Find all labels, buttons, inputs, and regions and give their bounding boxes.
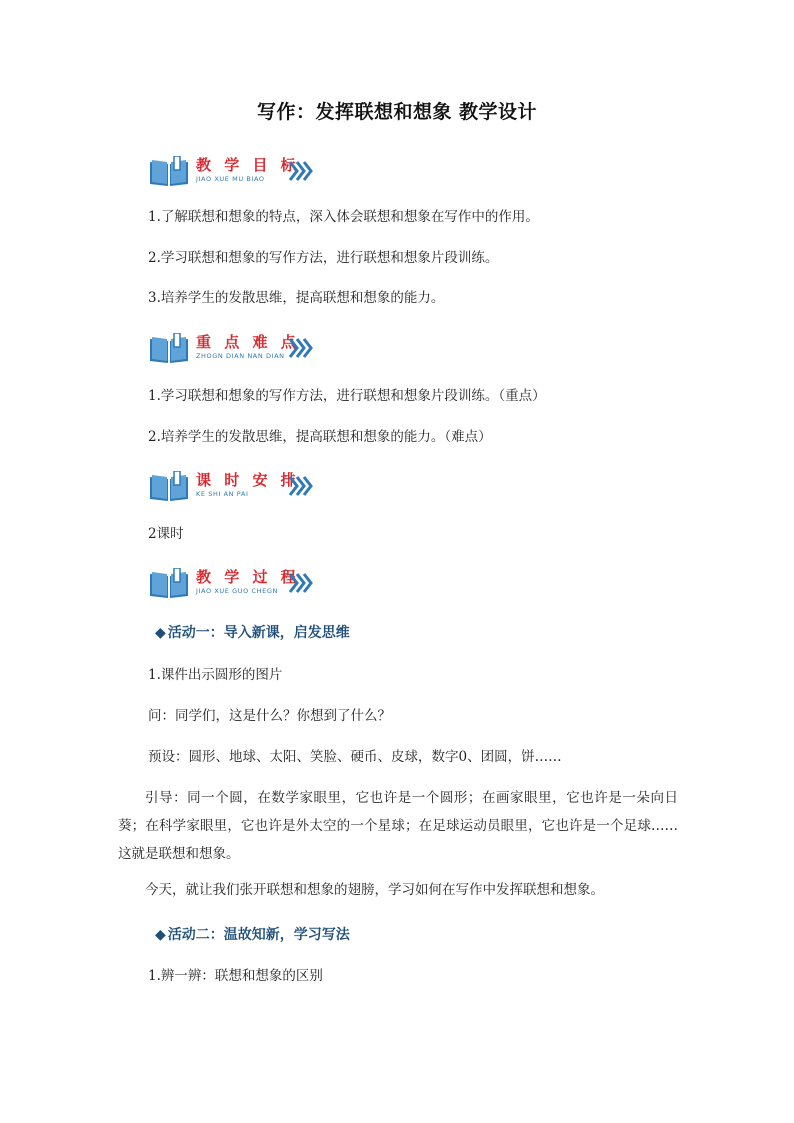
activity-step: 1.辨一辨：联想和想象的区别	[148, 968, 323, 984]
chevron-right-icon	[288, 336, 314, 360]
goal-item: 3.培养学生的发散思维，提高联想和想象的能力。	[148, 290, 445, 306]
today-paragraph: 今天，就让我们张开联想和想象的翅膀，学习如何在写作中发挥联想和想象。	[145, 882, 604, 898]
section-header-hours	[148, 469, 348, 507]
section-pinyin: JIAO XUE GUO CHEGN	[196, 587, 278, 595]
keypoint-item: 2.培养学生的发散思维，提高联想和想象的能力。（难点）	[148, 429, 492, 445]
book-icon	[148, 568, 190, 600]
section-title: 课 时 安 排	[196, 471, 300, 489]
guide-paragraph: 引导：同一个圆，在数学家眼里，它也许是一个圆形；在画家眼里，它也许是一朵向日葵；在科学家眼里，它也许是外太空的一个星球；在足球运动员眼里，它也许是一个足球……这就是联想和想象。	[118, 790, 678, 862]
diamond-icon: ◆	[155, 625, 166, 641]
book-icon	[148, 333, 190, 365]
goal-item: 2.学习联想和想象的写作方法，进行联想和想象片段训练。	[148, 250, 499, 266]
section-header-goals	[148, 154, 348, 192]
diamond-icon: ◆	[155, 927, 166, 943]
activity-title: 活动二：温故知新，学习写法	[167, 927, 350, 943]
activity-step: 1.课件出示圆形的图片	[148, 667, 283, 683]
goal-item: 1.了解联想和想象的特点，深入体会联想和想象在写作中的作用。	[148, 209, 539, 225]
book-icon	[148, 156, 190, 188]
section-header-process	[148, 566, 348, 604]
section-header-keypoints	[148, 331, 348, 369]
section-pinyin: ZHOGN DIAN NAN DIAN	[196, 352, 285, 360]
activity-heading	[155, 924, 350, 944]
section-pinyin: JIAO XUE MU BIAO	[196, 175, 265, 183]
section-pinyin: KE SHI AN PAI	[196, 490, 249, 498]
chevron-right-icon	[288, 159, 314, 183]
page-title: 写作：发挥联想和想象 教学设计	[256, 101, 538, 123]
activity-title: 活动一：导入新课，启发思维	[167, 625, 350, 641]
section-title: 教 学 过 程	[196, 568, 300, 586]
keypoint-item: 1.学习联想和想象的写作方法，进行联想和想象片段训练。（重点）	[148, 388, 546, 404]
activity-preset: 预设：圆形、地球、太阳、笑脸、硬币、皮球，数字0、团圆，饼……	[148, 749, 562, 765]
chevron-right-icon	[288, 571, 314, 595]
activity-question: 问：同学们，这是什么？你想到了什么？	[148, 708, 391, 724]
book-icon	[148, 471, 190, 503]
chevron-right-icon	[288, 474, 314, 498]
section-title: 教 学 目 标	[196, 156, 300, 174]
hours-text: 2课时	[148, 526, 184, 542]
section-title: 重 点 难 点	[196, 333, 300, 351]
activity-heading	[155, 622, 350, 642]
